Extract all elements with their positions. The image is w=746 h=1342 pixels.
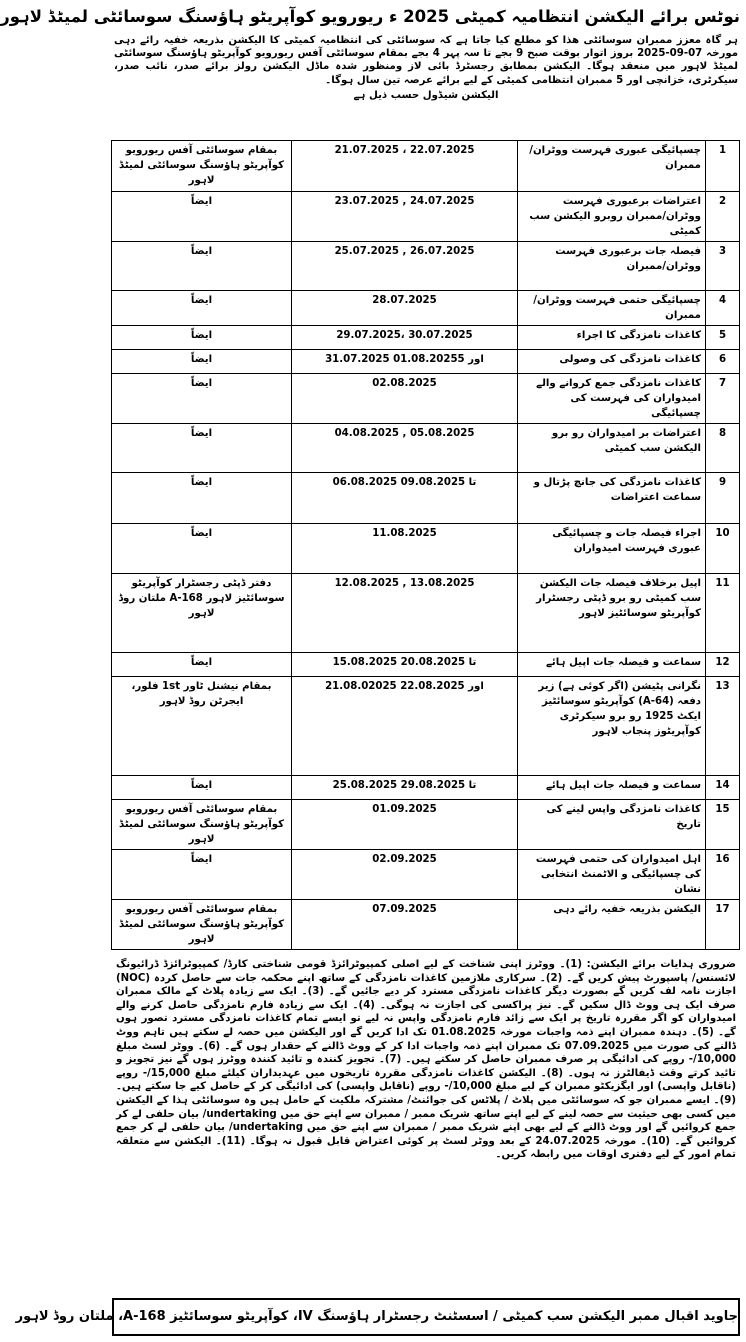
intro-text: ہر گاہ معزز ممبران سوسائٹی ھذا کو مطلع کیا جاتا ہے کہ سوسائٹی کی انتظامیہ کمیٹی کا الیکشن بذریعہ خفیہ رائے دہی مورخہ 07-09-2025 بروز اتوار بوقت صبح 9 بجے تا سہ پہر 4 بجے بمقام سوسائٹی آفس ریورویو کوآپریٹو ہاؤسنگ سوسائٹی لمیٹڈ لاہور میں منعقد ہوگا۔ الیکشن بمطابق رجسٹرڈ بائی لاز ومنظور شدہ ماڈل الیکشن رولز برائے صدر، نائب صدر، سیکرٹری، خزانچی اور 5 ممبران انتظامی کمیٹی کے لیے برائے عرصہ تین سال ہوگا۔ [114, 35, 739, 86]
row-description: اجراء فیصلہ جات و چسپائیگی عبوری فہرست امیدواران [518, 524, 706, 574]
schedule-row [112, 291, 740, 326]
row-date: 23.07.2025 , 24.07.2025 [292, 192, 518, 242]
row-venue: بمقام سوسائٹی آفس ریورویو کوآپریٹو ہاؤسنگ سوسائٹی لمیٹڈ لاہور [112, 141, 292, 192]
row-description: الیکشن بذریعہ خفیہ رائے دہی [518, 900, 706, 950]
row-number: 6 [706, 350, 740, 374]
row-date: 25.07.2025 , 26.07.2025 [292, 242, 518, 291]
schedule-row [112, 524, 740, 574]
notice-title: نوٹس برائے الیکشن انتظامیہ کمیٹی 2025 ء ریورویو کوآپریٹو ہاؤسنگ سوسائٹی لمیٹڈ لاہور [0, 7, 740, 26]
row-number: 3 [706, 242, 740, 291]
schedule-row [112, 850, 740, 900]
schedule-table [111, 140, 740, 950]
schedule-row [112, 900, 740, 950]
schedule-row [112, 242, 740, 291]
row-date: 21.08.02025 اور 22.08.2025 [292, 677, 518, 776]
schedule-row [112, 653, 740, 677]
row-number: 12 [706, 653, 740, 677]
schedule-row [112, 424, 740, 473]
schedule-row [112, 326, 740, 350]
row-description: کاغذات نامزدگی کا اجراء [518, 326, 706, 350]
signature-footer: جاوید اقبال ممبر الیکشن سب کمیٹی / اسسٹنٹ رجسٹرار ہاؤسنگ IV، کوآپریٹو سوسائٹیز A-168، ملتان روڈ لاہور [112, 1298, 740, 1336]
schedule-row [112, 800, 740, 850]
row-number: 9 [706, 473, 740, 524]
row-number: 4 [706, 291, 740, 326]
schedule-row [112, 776, 740, 800]
schedule-row [112, 350, 740, 374]
row-venue: ایضاً [112, 473, 292, 524]
row-date: 02.08.2025 [292, 374, 518, 424]
schedule-row [112, 192, 740, 242]
row-date: 12.08.2025 , 13.08.2025 [292, 574, 518, 653]
row-description: اعتراضات بر امیدواران رو برو الیکشن سب کمیٹی [518, 424, 706, 473]
row-date: 11.08.2025 [292, 524, 518, 574]
row-number: 11 [706, 574, 740, 653]
row-number: 15 [706, 800, 740, 850]
row-number: 5 [706, 326, 740, 350]
row-date: 07.09.2025 [292, 900, 518, 950]
row-date: 06.08.2025 تا 09.08.2025 [292, 473, 518, 524]
row-number: 7 [706, 374, 740, 424]
row-description: اعتراضات برعبوری فہرست ووٹران/ممبران روبرو الیکشن سب کمیٹی [518, 192, 706, 242]
row-description: اہل امیدواران کی حتمی فہرست کی چسپائیگی و الاٹمنٹ انتخابی نشان [518, 850, 706, 900]
row-venue: ایضاً [112, 424, 292, 473]
row-venue: ایضاً [112, 192, 292, 242]
row-number: 8 [706, 424, 740, 473]
row-date: 28.07.2025 [292, 291, 518, 326]
row-description: کاغذات نامزدگی جمع کروانے والے امیدواران کی فہرست کی چسپائیگی [518, 374, 706, 424]
row-description: اپیل برخلاف فیصلہ جات الیکشن سب کمیٹی رو برو ڈپٹی رجسٹرار کوآپریٹو سوسائٹیز لاہور [518, 574, 706, 653]
row-date: 29.07.2025، 30.07.2025 [292, 326, 518, 350]
schedule-heading: الیکشن شیڈول حسب ذیل ہے [353, 89, 499, 101]
row-number: 1 [706, 141, 740, 192]
row-venue: ایضاً [112, 291, 292, 326]
row-date: 21.07.2025 ، 22.07.2025 [292, 141, 518, 192]
schedule-row [112, 677, 740, 776]
row-description: کاغذات نامزدگی کی وصولی [518, 350, 706, 374]
row-number: 13 [706, 677, 740, 776]
election-rules: ضروری ہدایات برائے الیکشن: (1)۔ ووٹرز اپنی شناخت کے لیے اصلی کمپیوٹرائزڈ قومی شناختی کارڈ/ کمپیوٹرائزڈ ڈرائیونگ لائسنس/ پاسپورٹ پیش کریں گے۔ (2)۔ سرکاری ملازمین کاغذات نامزدگی کے ساتھ اپنے محکمہ جات سے حاصل کردہ (NOC) اجازت نامہ لف کریں گے بصورت دیگر کاغذات نامزدگی مسترد کر دیے جائیں گے۔ (3)۔ ایک سے زیادہ پلاٹ کے مالک ممبران صرف ایک ہی ووٹ ڈال سکیں گے۔ نیز پراکسی کی اجازت نہ ہوگی۔ (4)۔ ایک سے زیادہ فارم نامزدگی حاصل کرنے والے امیدواران کو اگر مقررہ تاریخ پر ایک سے زائد فارم نامزدگی واپس نہ لیے تو ایسے تمام کاغذات نامزدگی مسترد تصور ہوں گے۔ (5)۔ دہندہ ممبران اپنے ذمہ واجبات مورخہ 01.08.2025 تک ادا کریں گے اور الیکشن میں حصہ لے سکتے ہیں تاہم ووٹ ڈالنے کی صورت میں 07.09.2025 تک ممبران اپنے ذمہ واجبات ادا کر کے ووٹ ڈالنے کے حقدار ہوں گے۔ (6)۔ ووٹر لسٹ مبلغ 10,000/- روپے کی ادائیگی پر صرف ممبران حاصل کر سکتے ہیں۔ (7)۔ تجویز کنندہ و تائید کنندہ ووٹرز ہوں گے نیز تجویز و تائید کرتے وقت ڈیفالٹرز نہ ہوں۔ (8)۔ الیکشن کاغذات نامزدگی مقررہ تاریخوں میں عہدیداران کیلئے مبلغ 15,000/- روپے (ناقابل واپسی) اور ایگزیکٹو ممبران کے لیے مبلغ 10,000/- روپے (ناقابل واپسی) کی ادائیگی کر کے حاصل کیے جا سکتے ہیں۔ (9)۔ ایسے ممبران جو کہ سوسائٹی میں پلاٹ / پلاٹس کی جوائنٹ/ مشترکہ ملکیت کے حامل ہیں وہ سوسائٹی ہذا کے الیکشن میں کسی بھی حیثیت سے حصہ لینے کے لیے اپنے ساتھ شریک ممبر / ممبران سے اپنے حق میں undertaking/ بیان حلفی لے کر جمع کروائیں گے اور ووٹ ڈالنے کے لیے بھی اپنے شریک ممبر / ممبران سے اپنے حق میں undertaking/ بیان حلفی لے کر جمع کروائیں گے۔ (10)۔ مورخہ 24.07.2025 کے بعد ووٹر لسٹ پر کوئی اعتراض قابل قبول نہ ہوگا۔ (11)۔ الیکشن سے متعلقہ تمام امور کے لیے دفتری اوقات میں رابطہ کریں۔ [116, 959, 737, 1161]
row-description: فیصلہ جات برعبوری فہرست ووٹران/ممبران [518, 242, 706, 291]
row-venue: ایضاً [112, 374, 292, 424]
row-number: 14 [706, 776, 740, 800]
row-venue: دفتر ڈپٹی رجسٹرار کوآپریٹو سوسائٹیز لاہور A-168 ملتان روڈ لاہور [112, 574, 292, 653]
schedule-row [112, 473, 740, 524]
row-description: کاغذات نامزدگی کی جانچ پڑتال و سماعت اعتراضات [518, 473, 706, 524]
row-venue: ایضاً [112, 326, 292, 350]
row-date: 04.08.2025 , 05.08.2025 [292, 424, 518, 473]
row-venue: بمقام سوسائٹی آفس ریورویو کوآپریٹو ہاؤسنگ سوسائٹی لمیٹڈ لاہور [112, 800, 292, 850]
row-venue: ایضاً [112, 776, 292, 800]
row-description: نگرانی پٹیشن (اگر کوئی ہے) زیر دفعہ (64-A) کوآپریٹو سوسائٹیز ایکٹ 1925 رو برو سیکرٹری کوآپریٹوز پنجاب لاہور [518, 677, 706, 776]
schedule-row [112, 141, 740, 192]
schedule-row [112, 374, 740, 424]
row-description: سماعت و فیصلہ جات اپیل ہائے [518, 653, 706, 677]
row-venue: بمقام نیشنل ٹاور 1st فلور، ایجرٹن روڈ لاہور [112, 677, 292, 776]
row-number: 16 [706, 850, 740, 900]
row-date: 31.07.2025 اور 01.08.20255 [292, 350, 518, 374]
row-description: کاغذات نامزدگی واپس لینے کی تاریخ [518, 800, 706, 850]
row-date: 25.08.2025 تا 29.08.2025 [292, 776, 518, 800]
notice-intro [112, 32, 740, 140]
row-venue: ایضاً [112, 524, 292, 574]
row-venue: ایضاً [112, 653, 292, 677]
row-venue: ایضاً [112, 350, 292, 374]
row-description: چسپائیگی حتمی فہرست ووٹران/ممبران [518, 291, 706, 326]
schedule-row [112, 574, 740, 653]
row-date: 02.09.2025 [292, 850, 518, 900]
row-venue: ایضاً [112, 850, 292, 900]
row-venue: ایضاً [112, 242, 292, 291]
row-number: 17 [706, 900, 740, 950]
row-venue: بمقام سوسائٹی آفس ریورویو کوآپریٹو ہاؤسنگ سوسائٹی لمیٹڈ لاہور [112, 900, 292, 950]
row-date: 15.08.2025 تا 20.08.2025 [292, 653, 518, 677]
row-description: سماعت و فیصلہ جات اپیل ہائے [518, 776, 706, 800]
row-date: 01.09.2025 [292, 800, 518, 850]
row-number: 10 [706, 524, 740, 574]
row-number: 2 [706, 192, 740, 242]
row-description: چسپائیگی عبوری فہرست ووٹران/ممبران [518, 141, 706, 192]
